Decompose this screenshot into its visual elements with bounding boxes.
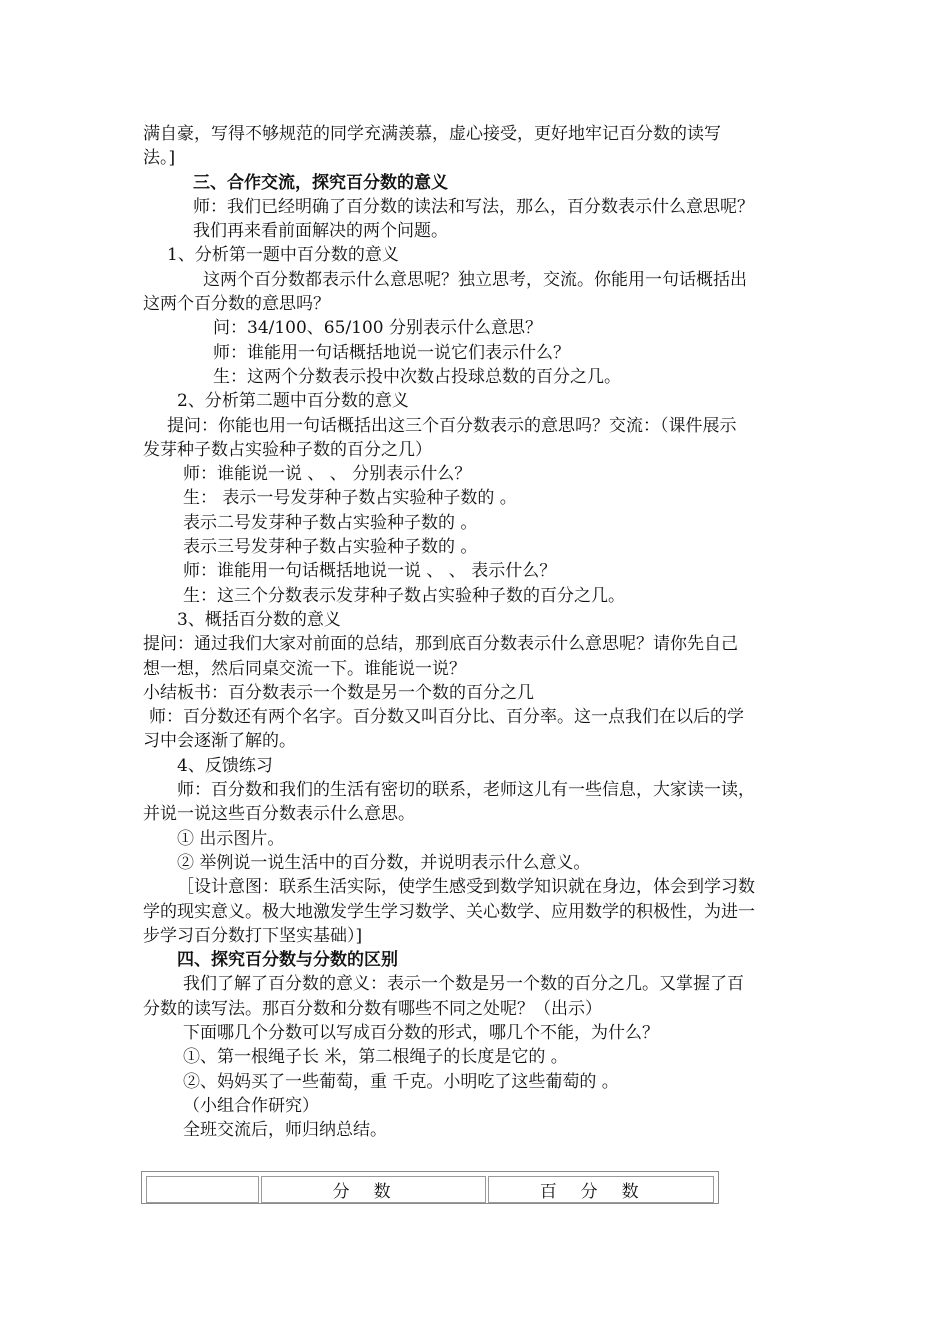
text-line: 3、概括百分数的意义 [177, 609, 341, 630]
text-line: 法。] [143, 148, 176, 169]
text-line: 分数的读写法。那百分数和分数有哪些不同之处呢？（出示） [143, 998, 602, 1019]
text-line: ①、第一根绳子长 米，第二根绳子的长度是它的 。 [183, 1047, 568, 1068]
text-line: 发芽种子数占实验种子数的百分之几） [143, 439, 432, 460]
text-line: 这两个百分数都表示什么意思呢？独立思考，交流。你能用一句话概括出 [203, 269, 747, 290]
table-header-blank [146, 1176, 259, 1203]
text-line: 1、分析第一题中百分数的意义 [167, 245, 399, 266]
text-line: 2、分析第二题中百分数的意义 [177, 391, 409, 412]
text-line: 问：34/100、65/100 分别表示什么意思？ [213, 318, 543, 339]
text-line: 提问：通过我们大家对前面的总结，那到底百分数表示什么意思呢？请你先自己 [143, 634, 738, 655]
text-line: 生： 表示一号发芽种子数占实验种子数的 。 [183, 488, 517, 509]
text-line: 师：百分数还有两个名字。百分数又叫百分比、百分率。这一点我们在以后的学 [149, 707, 744, 728]
text-line: 生：这两个分数表示投中次数占投球总数的百分之几。 [213, 366, 621, 387]
text-line: 表示二号发芽种子数占实验种子数的 。 [183, 512, 478, 533]
text-line: 学的现实意义。极大地激发学生学习数学、关心数学、应用数学的积极性，为进一 [143, 901, 755, 922]
table-header-fraction: 分数 [261, 1176, 487, 1203]
comparison-table [141, 1171, 719, 1204]
text-line: 表示三号发芽种子数占实验种子数的 。 [183, 537, 478, 558]
table-header-row [146, 1176, 714, 1203]
text-line: 满自豪，写得不够规范的同学充满羡慕，虚心接受，更好地牢记百分数的读写 [143, 124, 721, 144]
text-line: 三、合作交流，探究百分数的意义 [193, 172, 448, 193]
text-line: 这两个百分数的意思吗？ [143, 294, 330, 315]
text-line: ②、妈妈买了一些葡萄，重 千克。小明吃了这些葡萄的 。 [183, 1071, 619, 1092]
text-line: 师：谁能用一句话概括地说一说 、 、 表示什么？ [183, 561, 557, 582]
text-line: 四、探究百分数与分数的区别 [177, 950, 398, 971]
text-line: ② 举例说一说生活中的百分数，并说明表示什么意义。 [177, 852, 591, 873]
table-header-percentage: 百分数 [488, 1176, 714, 1203]
text-line: 习中会逐渐了解的。 [143, 731, 296, 752]
text-line: 师：百分数和我们的生活有密切的联系，老师这儿有一些信息，大家读一读， [177, 780, 755, 801]
text-line: 下面哪几个分数可以写成百分数的形式，哪几个不能，为什么？ [183, 1022, 659, 1043]
text-line: 提问：你能也用一句话概括出这三个百分数表示的意思吗？交流：（课件展示 [167, 415, 737, 436]
text-line: 步学习百分数打下坚实基础）] [143, 925, 363, 946]
text-line: 师：我们已经明确了百分数的读法和写法，那么，百分数表示什么意思呢？ [193, 196, 754, 217]
text-line: 师：谁能说一说 、 、 分别表示什么？ [183, 464, 472, 485]
text-line: 我们了解了百分数的意义：表示一个数是另一个数的百分之几。又掌握了百 [183, 974, 744, 995]
text-line: 4、反馈练习 [177, 755, 273, 776]
text-line: 想一想，然后同桌交流一下。谁能说一说？ [143, 658, 466, 679]
text-line: 小结板书：百分数表示一个数是另一个数的百分之几 [143, 682, 534, 703]
text-line: 全班交流后，师归纳总结。 [183, 1120, 387, 1141]
document-body [143, 122, 813, 1142]
text-line: 我们再来看前面解决的两个问题。 [193, 221, 448, 242]
text-line: （小组合作研究） [183, 1095, 319, 1116]
text-line: ① 出示图片。 [177, 828, 285, 849]
text-line: 并说一说这些百分数表示什么意思。 [143, 804, 415, 825]
text-line: 生：这三个分数表示发芽种子数占实验种子数的百分之几。 [183, 585, 625, 606]
text-line: ［设计意图：联系生活实际，使学生感受到数学知识就在身边，体会到学习数 [177, 877, 755, 898]
text-line: 师：谁能用一句话概括地说一说它们表示什么？ [213, 342, 570, 363]
